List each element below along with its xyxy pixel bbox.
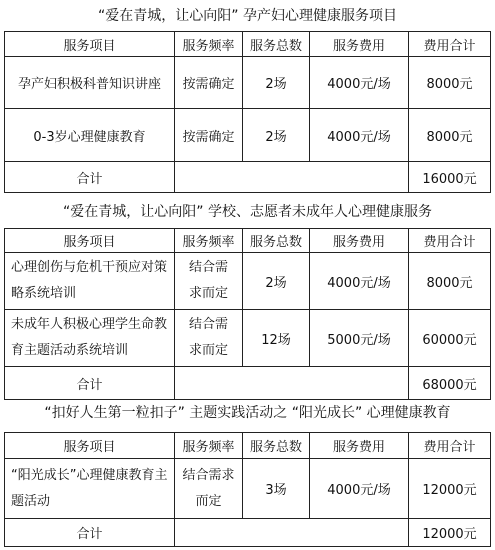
cell-total-count: 3场: [243, 459, 310, 519]
header-fee: 服务费用: [310, 229, 409, 253]
total-value: 12000元: [409, 519, 491, 547]
total-label: 合计: [5, 519, 175, 547]
cell-frequency: 按需确定: [175, 109, 243, 162]
header-fee: 服务费用: [310, 32, 409, 57]
cell-frequency: 结合需求而定: [175, 253, 243, 310]
table-row: [5, 459, 491, 519]
header-fee: 服务费用: [310, 433, 409, 459]
section-1-table: [4, 31, 491, 193]
table-row: [5, 253, 491, 310]
total-label: 合计: [5, 162, 175, 193]
cell-frequency: 按需确定: [175, 57, 243, 109]
header-total-count: 服务总数: [243, 433, 310, 459]
section-3-title: “扣好人生第一粒扣子” 主题实践活动之 “阳光成长” 心理健康教育: [44, 405, 451, 421]
total-empty: [175, 367, 409, 400]
header-fee-total: 费用合计: [409, 433, 491, 459]
table-row: [5, 57, 491, 109]
cell-service-item: “阳光成长”心理健康教育主题活动: [5, 459, 175, 519]
total-row: [5, 367, 491, 400]
section-1-title: “爱在青城，让心向阳” 孕产妇心理健康服务项目: [98, 8, 397, 24]
total-value: 16000元: [409, 162, 491, 193]
table-header-row: [5, 32, 491, 57]
total-value: 68000元: [409, 367, 491, 400]
cell-fee: 4000元/场: [310, 109, 409, 162]
total-row: [5, 519, 491, 547]
total-empty: [175, 162, 409, 193]
cell-service-item: 0-3岁心理健康教育: [5, 109, 175, 162]
table-header-row: [5, 433, 491, 459]
header-fee-total: 费用合计: [409, 32, 491, 57]
header-total-count: 服务总数: [243, 32, 310, 57]
total-label: 合计: [5, 367, 175, 400]
cell-service-item: 孕产妇积极科普知识讲座: [5, 57, 175, 109]
cell-fee: 5000元/场: [310, 310, 409, 367]
total-row: [5, 162, 491, 193]
header-frequency: 服务频率: [175, 229, 243, 253]
cell-fee-total: 12000元: [409, 459, 491, 519]
header-total-count: 服务总数: [243, 229, 310, 253]
header-service-item: 服务项目: [5, 32, 175, 57]
cell-fee: 4000元/场: [310, 253, 409, 310]
section-2-table: [4, 228, 491, 400]
header-fee-total: 费用合计: [409, 229, 491, 253]
cell-total-count: 2场: [243, 109, 310, 162]
header-service-item: 服务项目: [5, 229, 175, 253]
total-empty: [175, 519, 409, 547]
table-row: [5, 310, 491, 367]
cell-fee-total: 60000元: [409, 310, 491, 367]
cell-frequency: 结合需求而定: [175, 310, 243, 367]
header-frequency: 服务频率: [175, 433, 243, 459]
cell-fee-total: 8000元: [409, 253, 491, 310]
cell-frequency: 结合需求而定: [175, 459, 243, 519]
cell-total-count: 12场: [243, 310, 310, 367]
table-header-row: [5, 229, 491, 253]
section-2-title: “爱在青城，让心向阳” 学校、志愿者未成年人心理健康服务: [63, 204, 432, 220]
header-frequency: 服务频率: [175, 32, 243, 57]
cell-service-item: 未成年人积极心理学生命教育主题活动系统培训: [5, 310, 175, 367]
cell-service-item: 心理创伤与危机干预应对策略系统培训: [5, 253, 175, 310]
cell-fee: 4000元/场: [310, 459, 409, 519]
cell-total-count: 2场: [243, 57, 310, 109]
cell-fee-total: 8000元: [409, 109, 491, 162]
cell-fee-total: 8000元: [409, 57, 491, 109]
cell-fee: 4000元/场: [310, 57, 409, 109]
header-service-item: 服务项目: [5, 433, 175, 459]
cell-total-count: 2场: [243, 253, 310, 310]
section-3-table: [4, 432, 491, 547]
table-row: [5, 109, 491, 162]
